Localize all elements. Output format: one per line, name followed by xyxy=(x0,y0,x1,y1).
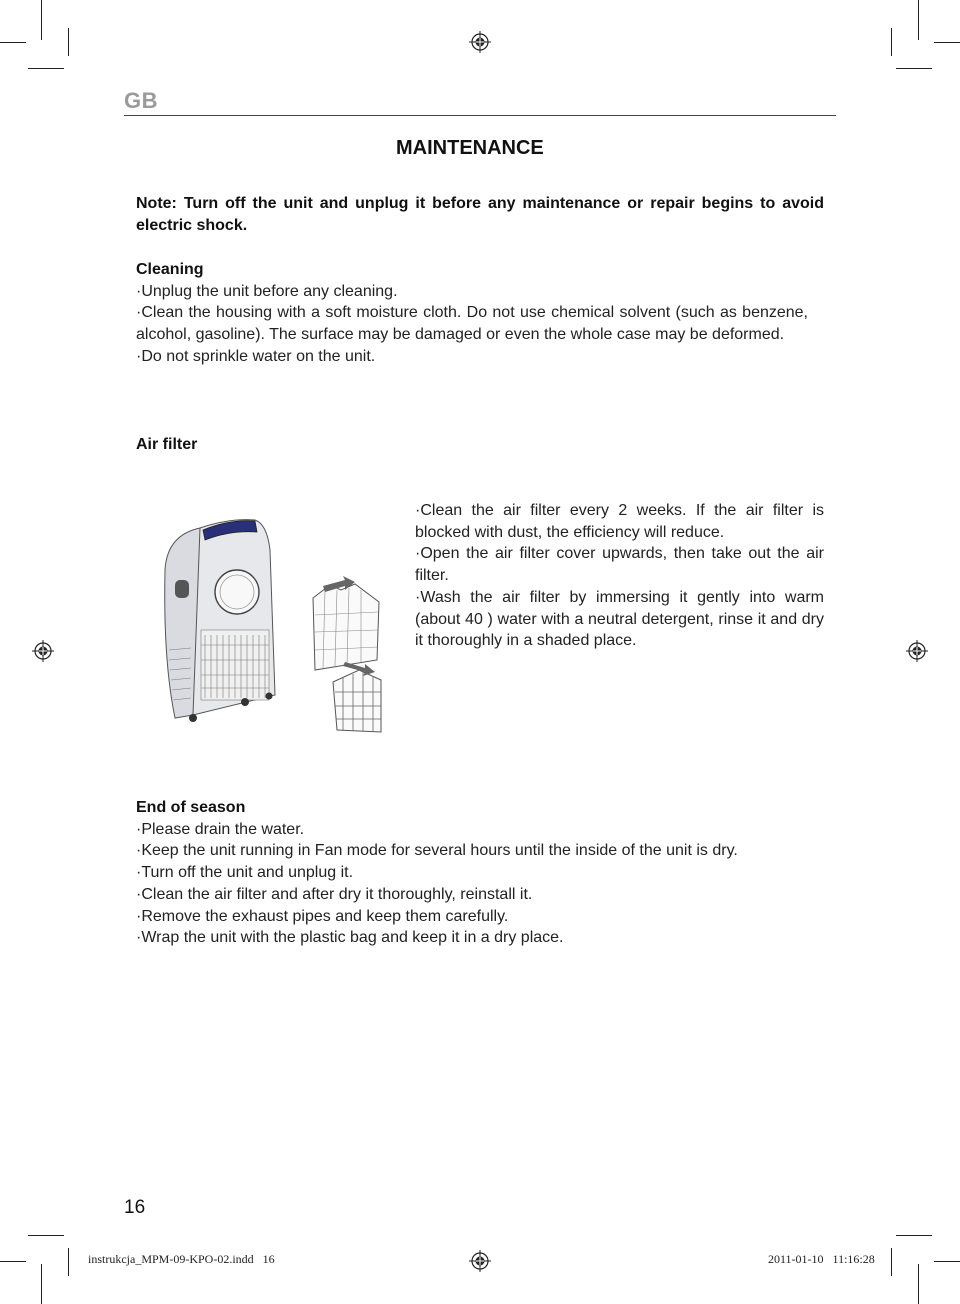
air-filter-section xyxy=(415,500,824,652)
crop-mark xyxy=(934,1261,960,1262)
footer-filename: instrukcja_MPM-09-KPO-02.indd 16 xyxy=(88,1252,275,1266)
end-of-season-section xyxy=(136,797,826,949)
header-rule xyxy=(124,115,836,116)
safety-note: Note: Turn off the unit and unplug it before any maintenance or repair begins to avoid electric shock. xyxy=(136,195,824,234)
air-filter-heading: Air filter xyxy=(136,436,198,453)
crop-mark xyxy=(891,28,892,56)
footer-timestamp: 2011-01-10 11:16:28 xyxy=(768,1252,875,1266)
end-of-season-item: ·Remove the exhaust pipes and keep them carefully. xyxy=(136,907,509,925)
registration-mark-icon xyxy=(469,31,491,53)
crop-mark xyxy=(896,1235,932,1236)
end-of-season-item: ·Turn off the unit and unplug it. xyxy=(136,864,354,882)
page-title: MAINTENANCE xyxy=(396,137,544,159)
cleaning-item: ·Do not sprinkle water on the unit. xyxy=(136,347,376,365)
end-of-season-heading: End of season xyxy=(136,799,246,816)
end-of-season-item: ·Keep the unit running in Fan mode for several hours until the inside of the unit is dry. xyxy=(136,842,738,860)
crop-mark xyxy=(41,0,42,40)
crop-mark xyxy=(0,1261,26,1262)
crop-mark xyxy=(68,1248,69,1276)
crop-mark xyxy=(896,68,932,69)
air-conditioner-illustration xyxy=(145,510,415,740)
crop-mark xyxy=(28,68,64,69)
cleaning-item: ·Unplug the unit before any cleaning. xyxy=(136,282,398,300)
air-filter-item: ·Clean the air filter every 2 weeks. If the air filter is blocked with dust, the efficiency will reduce. xyxy=(415,502,824,541)
air-filter-item: ·Open the air filter cover upwards, then take out the air filter. xyxy=(415,545,824,585)
crop-mark xyxy=(918,0,919,40)
crop-mark xyxy=(0,42,26,43)
cleaning-section xyxy=(136,259,808,368)
language-code: GB xyxy=(124,88,158,113)
crop-mark xyxy=(28,1235,64,1236)
page-number: 16 xyxy=(124,1197,146,1218)
crop-mark xyxy=(891,1248,892,1276)
registration-mark-icon xyxy=(469,1250,491,1272)
end-of-season-item: ·Please drain the water. xyxy=(136,820,305,838)
registration-mark-icon xyxy=(32,640,54,662)
crop-mark xyxy=(934,42,960,43)
crop-mark xyxy=(41,1264,42,1304)
air-filter-item: ·Wash the air filter by immersing it gently into warm (about 40 ) water with a neutral detergent, rinse it and dry it thoroughly in a shaded place. xyxy=(415,588,824,650)
cleaning-item: ·Clean the housing with a soft moisture cloth. Do not use chemical solvent (such as benzene, alcohol, gasoline). The surface may be damaged or even the whole case may be deformed. xyxy=(136,304,808,344)
crop-mark xyxy=(68,28,69,56)
registration-mark-icon xyxy=(906,640,928,662)
cleaning-heading: Cleaning xyxy=(136,261,204,278)
crop-mark xyxy=(918,1264,919,1304)
end-of-season-item: ·Wrap the unit with the plastic bag and keep it in a dry place. xyxy=(136,929,564,947)
end-of-season-item: ·Clean the air filter and after dry it thoroughly, reinstall it. xyxy=(136,885,533,903)
